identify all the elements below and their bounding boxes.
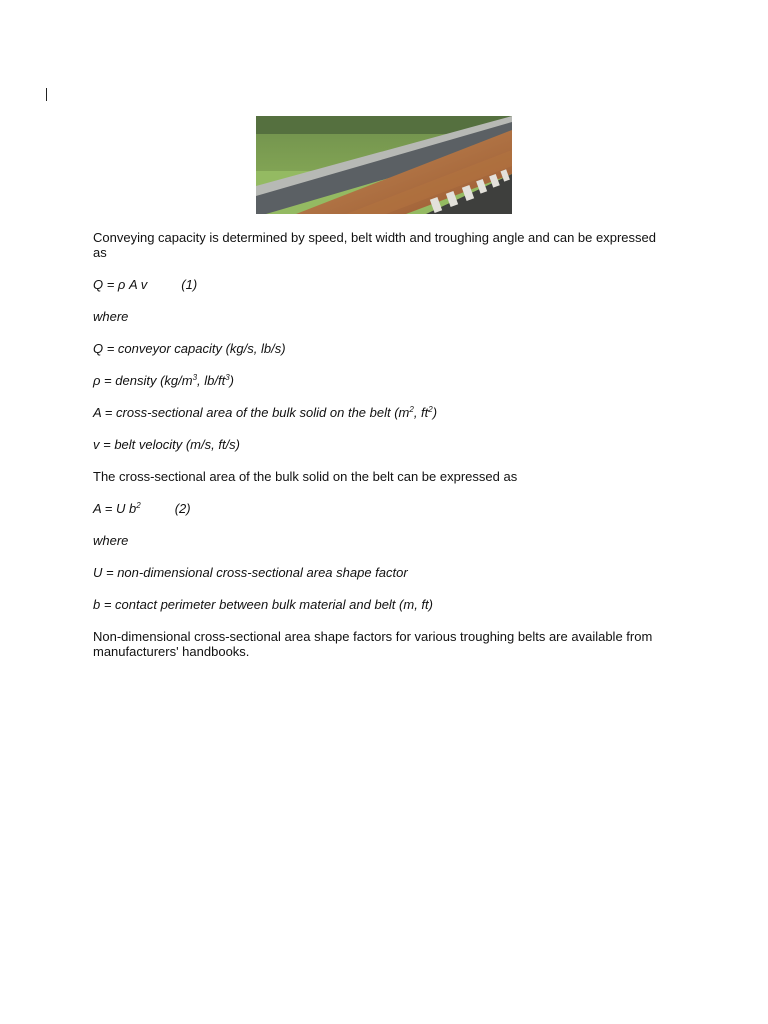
cross-section-paragraph: The cross-sectional area of the bulk solid on the belt can be expressed as xyxy=(93,469,518,484)
intro-paragraph: Conveying capacity is determined by speed, belt width and troughing angle and can be expressed as xyxy=(93,230,660,260)
definition-a-text: , ft xyxy=(413,405,429,420)
definition-b: b = contact perimeter between bulk material and belt (m, ft) xyxy=(93,597,433,612)
definition-a-text: ) xyxy=(432,405,438,420)
superscript: 3 xyxy=(192,373,198,382)
where-label-2: where xyxy=(93,533,129,548)
definition-rho xyxy=(93,373,673,388)
text-cursor xyxy=(46,88,47,101)
superscript: 2 xyxy=(428,405,433,414)
superscript: 2 xyxy=(409,405,414,414)
equation-1 xyxy=(93,277,673,292)
conveyor-belt-photo xyxy=(256,116,512,214)
superscript: 3 xyxy=(225,373,230,382)
definition-rho-text: ρ = density (kg/m xyxy=(93,373,193,388)
closing-paragraph: Non-dimensional cross-sectional area shape factors for various troughing belts are available from manufacturers' handbooks. xyxy=(93,629,656,659)
definition-rho-text: ) xyxy=(229,373,235,388)
equation-2 xyxy=(93,501,673,516)
equation-1-number: (1) xyxy=(181,277,198,292)
definition-a-text: A = cross-sectional area of the bulk solid on the belt (m xyxy=(93,405,410,420)
equation-2-expression: A = U b xyxy=(93,501,137,516)
definition-v: v = belt velocity (m/s, ft/s) xyxy=(93,437,241,452)
equation-2-number: (2) xyxy=(174,501,191,516)
definition-u: U = non-dimensional cross-sectional area shape factor xyxy=(93,565,408,580)
where-label-1: where xyxy=(93,309,129,324)
definition-q: Q = conveyor capacity (kg/s, lb/s) xyxy=(93,341,286,356)
definition-rho-text: , lb/ft xyxy=(197,373,226,388)
equation-1-expression: Q = ρ A v xyxy=(93,277,148,292)
superscript: 2 xyxy=(136,501,141,510)
document-body xyxy=(93,230,673,676)
definition-a xyxy=(93,405,673,420)
